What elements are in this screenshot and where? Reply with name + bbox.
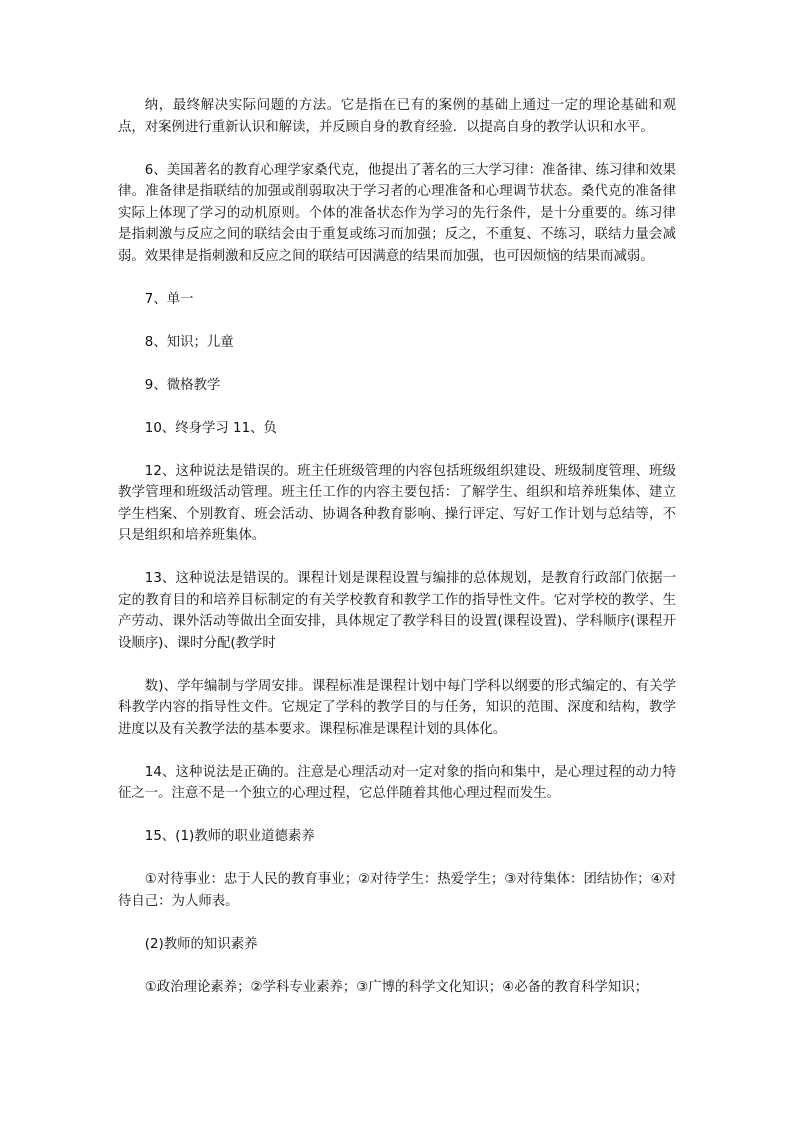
paragraph-case-method: 纳，最终解决实际问题的方法。它是指在已有的案例的基础上通过一定的理论基础和观点，对案例进行重新认识和解读，并反顾自身的教育经验．以提高自身的教学认识和水平。: [118, 98, 676, 135]
paragraph-answer-12: 12、这种说法是错误的。班主任班级管理的内容包括班级组织建设、班级制度管理、班级教学管理和班级活动管理。班主任工作的内容主要包括：了解学生、组织和培养班集体、建立学生档案、个别教育、班会活动、协调各种教育影响、操行评定、写好工作计划与总结等，不只是组织和培养班集体。: [118, 463, 676, 543]
paragraph-answer-15-knowledge-list: ①政治理论素养；②学科专业素养；③广博的科学文化知识；④必备的教育科学知识；: [144, 979, 649, 995]
paragraph-answer-8: 8、知识；儿童: [144, 334, 234, 350]
paragraph-answer-14: 14、这种说法是正确的。注意是心理活动对一定对象的指向和集中，是心理过程的动力特征之一。注意不是一个独立的心理过程，它总伴随着其他心理过程而发生。: [118, 764, 676, 801]
paragraph-answer-15-ethics-list: ①对待事业：忠于人民的教育事业；②对待学生：热爱学生；③对待集体：团结协作；④对待自己：为人师表。: [118, 872, 676, 909]
paragraph-answer-9: 9、微格教学: [144, 377, 221, 393]
paragraph-answer-10-11: 10、终身学习 11、负: [144, 420, 277, 436]
document-page: [118, 95, 676, 1020]
paragraph-answer-15-heading-2: (2)教师的知识素养: [144, 936, 258, 952]
paragraph-answer-7: 7、单一: [144, 291, 194, 307]
paragraph-answer-13: 13、这种说法是错误的。课程计划是课程设置与编排的总体规划，是教育行政部门依据一定的教育目的和培养目标制定的有关学校教育和教学工作的指导性文件。它对学校的教学、生产劳动、课外活动等做出全面安排，具体规定了教学科目的设置(课程设置)、学科顺序(课程开设顺序)、课时分配(教学时: [118, 571, 676, 651]
paragraph-answer-13-continued: 数)、学年编制与学周安排。课程标准是课程计划中每门学科以纲要的形式编定的、有关学科教学内容的指导性文件。它规定了学科的教学目的与任务，知识的范围、深度和结构，教学进度以及有关教学法的基本要求。课程标准是课程计划的具体化。: [118, 678, 676, 737]
paragraph-answer-15-heading-1: 15、(1)教师的职业道德素养: [144, 829, 315, 844]
paragraph-answer-6: 6、美国著名的教育心理学家桑代克，他提出了著名的三大学习律：准备律、练习律和效果律。准备律是指联结的加强或削弱取决于学习者的心理准备和心理调节状态。桑代克的准备律实际上体现了学习的动机原则。个体的准备状态作为学习的先行条件，是十分重要的。练习律是指刺激与反应之间的联结会由于重复或练习而加强；反之，不重复、不练习，联结力量会减弱。效果律是指刺激和反应之间的联结可因满意的结果而加强，也可因烦恼的结果而减弱。: [118, 162, 676, 264]
